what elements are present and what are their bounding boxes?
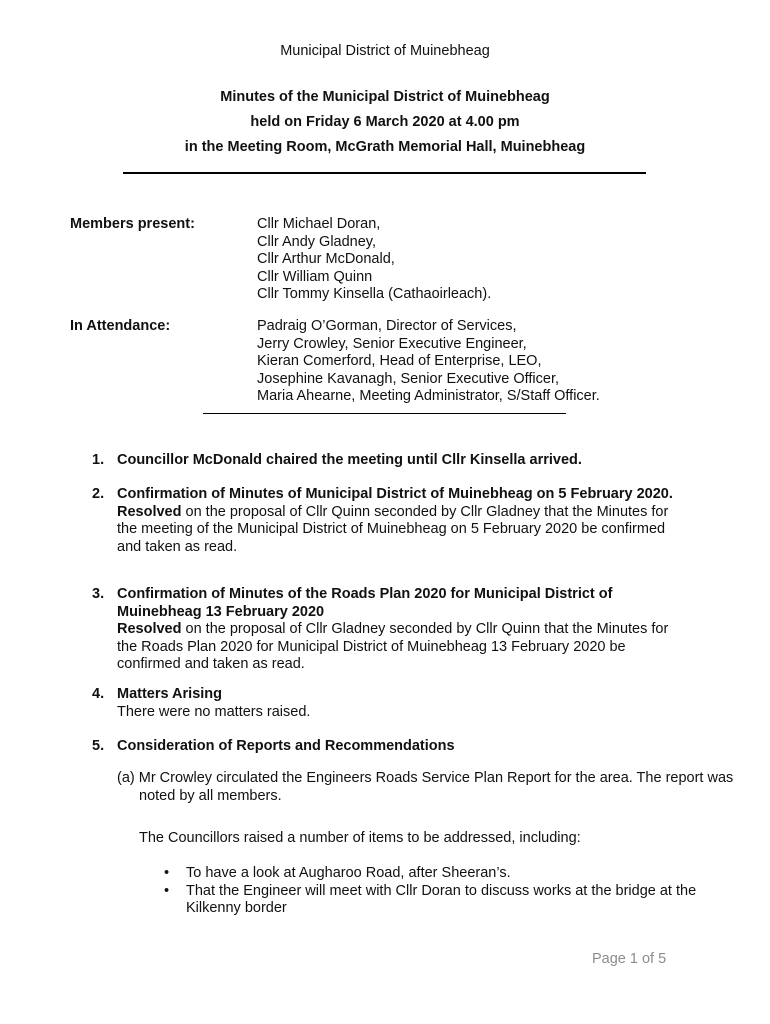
attendee-name: Kieran Comerford, Head of Enterprise, LEO, — [257, 353, 542, 370]
member-name: Cllr Andy Gladney, — [257, 233, 377, 250]
item-heading: Confirmation of Minutes of Municipal District of Muinebheag on 5 February 2020. — [117, 486, 673, 502]
item-number: 3. — [92, 586, 105, 602]
item-resolution — [117, 621, 677, 674]
attendee-name: Padraig O’Gorman, Director of Services, — [257, 318, 517, 334]
item-number: 4. — [92, 686, 105, 702]
attendee-name: Jerry Crowley, Senior Executive Engineer, — [257, 335, 527, 352]
title-line-1: Minutes of the Municipal District of Muinebheag — [220, 89, 550, 105]
item-heading: Confirmation of Minutes of the Roads Plan 2020 for Municipal District of Muinebheag 13 February 2020 — [117, 586, 613, 620]
item-heading: Consideration of Reports and Recommendations — [117, 738, 455, 754]
running-header: Municipal District of Muinebheag — [280, 43, 490, 59]
resolved-word: Resolved — [117, 621, 182, 637]
attendance-divider — [203, 413, 566, 414]
agenda-item-2 — [92, 486, 677, 556]
item-number: 1. — [92, 452, 105, 468]
item-heading: Councillor McDonald chaired the meeting until Cllr Kinsella arrived. — [117, 452, 582, 468]
title-line-3: in the Meeting Room, McGrath Memorial Hall, Muinebheag — [184, 139, 586, 155]
agenda-item-5 — [92, 738, 712, 756]
members-label: Members present: — [70, 216, 195, 232]
attendance-list — [257, 318, 600, 406]
item-resolution — [117, 504, 677, 557]
item-5-bullets — [162, 865, 722, 918]
member-name: Cllr Michael Doran, — [257, 216, 381, 232]
attendance-label: In Attendance: — [70, 318, 171, 334]
item-5a-text: (a) Mr Crowley circulated the Engineers Roads Service Plan Report for the area. The report was noted by all members. — [117, 770, 734, 804]
bullet-icon: • — [164, 865, 170, 881]
attendee-name: Josephine Kavanagh, Senior Executive Officer, — [257, 370, 560, 387]
bullet-item: • To have a look at Augharoo Road, after Sheeran’s. — [164, 865, 511, 881]
item-5-intro: The Councillors raised a number of items to be addressed, including: — [139, 830, 581, 846]
item-heading: Matters Arising — [117, 686, 223, 702]
item-number: 2. — [92, 486, 105, 502]
page-number: Page 1 of 5 — [592, 951, 667, 967]
bullet-item: • That the Engineer will meet with Cllr Doran to discuss works at the bridge at the Kilkenny border — [164, 882, 697, 916]
attendee-name: Maria Ahearne, Meeting Administrator, S/Staff Officer. — [257, 388, 600, 405]
member-name: Cllr Tommy Kinsella (Cathaoirleach). — [257, 286, 492, 303]
resolution-text: on the proposal of Cllr Gladney seconded by Cllr Quinn that the Minutes for the Roads Plan 2020 for Municipal District of Muinebheag 13 February 2020 be confirmed and taken as read. — [117, 621, 669, 672]
member-name: Cllr Arthur McDonald, — [257, 251, 395, 268]
item-number: 5. — [92, 738, 105, 754]
member-name: Cllr William Quinn — [257, 268, 373, 285]
title-line-2: held on Friday 6 March 2020 at 4.00 pm — [250, 114, 520, 130]
resolution-text: on the proposal of Cllr Quinn seconded by Cllr Gladney that the Minutes for the meeting of the Municipal District of Muinebheag on 5 February 2020 be confirmed and taken as read. — [117, 503, 669, 555]
agenda-item-3 — [92, 586, 677, 674]
bullet-icon: • — [164, 882, 170, 899]
title-divider — [123, 172, 646, 174]
resolved-word: Resolved — [117, 503, 182, 520]
agenda-item-4 — [92, 686, 712, 721]
item-text: There were no matters raised. — [117, 703, 311, 720]
members-list — [257, 216, 491, 304]
agenda-item-1 — [92, 452, 712, 470]
